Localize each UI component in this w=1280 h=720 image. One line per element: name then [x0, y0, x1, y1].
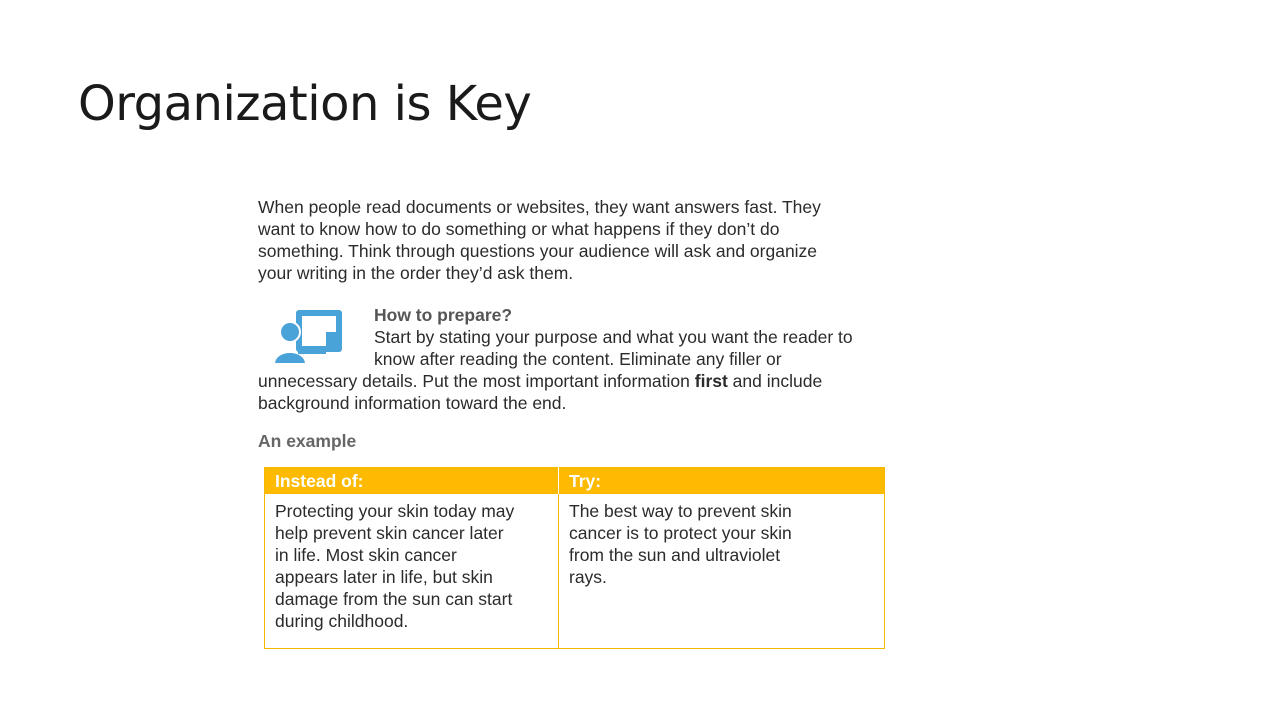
prepare-text-before: Start by stating your purpose and what you want the reader to know after reading the content. Eliminate any filler or unnecessary details. Put the most important information: [258, 327, 853, 391]
slide-title: Organization is Key: [78, 76, 532, 132]
example-table: [264, 467, 885, 649]
table-row: [265, 494, 885, 649]
table-cell-try: [559, 494, 885, 649]
table-header-row: [265, 468, 885, 495]
cell-text: The best way to prevent skin cancer is to protect your skin from the sun and ultraviolet rays.: [569, 501, 792, 587]
cell-text: Protecting your skin today may help prevent skin cancer later in life. Most skin cancer appears later in life, but skin damage from the sun can start during childhood.: [275, 501, 515, 631]
column-header-instead-of: Instead of:: [265, 468, 559, 495]
presenter-screen-icon: [272, 308, 360, 368]
table-cell-instead-of: [265, 494, 559, 649]
intro-paragraph: When people read documents or websites, they want answers fast. They want to know how to do something or what happens if they don’t do something. Think through questions your audience will ask and organize your writing in the order they’d ask them.: [258, 197, 821, 283]
slide-content: [258, 196, 888, 649]
example-heading: An example: [258, 431, 357, 451]
prepare-text-bold: first: [694, 371, 728, 391]
column-header-try: Try:: [559, 468, 885, 495]
how-to-prepare-section: [258, 304, 888, 414]
prepare-heading: How to prepare?: [374, 305, 513, 325]
prepare-text-after: and include background information toward the end.: [258, 371, 823, 413]
